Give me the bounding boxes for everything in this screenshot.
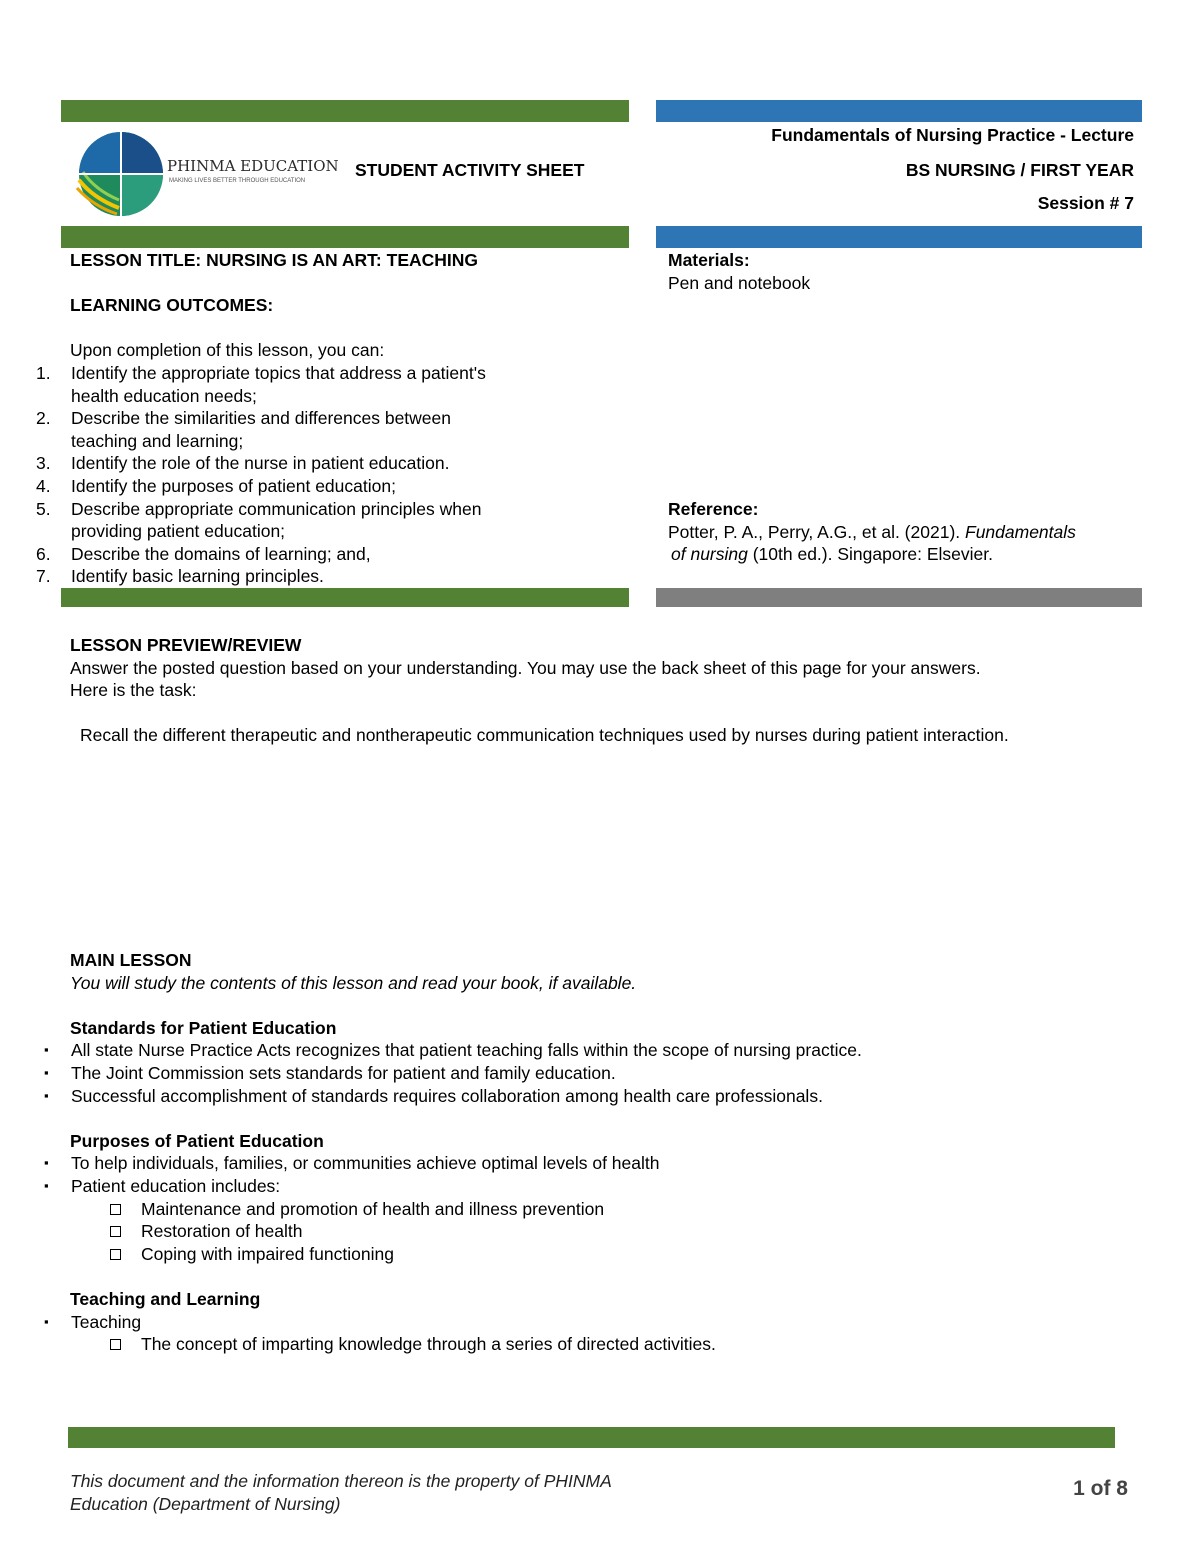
outcome-text: Describe the domains of learning; and, <box>71 543 371 564</box>
header-mid-bar-left <box>61 226 629 248</box>
reference-book-title-cont: of nursing <box>671 544 748 565</box>
reference-publisher: (10th ed.). Singapore: Elsevier. <box>747 544 993 565</box>
preview-instruction: Answer the posted question based on your understanding. You may use the back sheet of this page for your answers. <box>70 657 981 678</box>
list-item <box>0 1062 1160 1085</box>
list-item-text: Successful accomplishment of standards requires collaboration among health care professionals. <box>71 1085 823 1106</box>
list-item-text: All state Nurse Practice Acts recognizes that patient teaching falls within the scope of nursing practice. <box>71 1040 862 1061</box>
outcome-text: teaching and learning; <box>71 430 244 451</box>
logo-brand: PHINMA EDUCATION <box>167 157 339 175</box>
bullet-icon: ▪ <box>44 1087 49 1103</box>
materials-section <box>668 249 1138 294</box>
purposes-heading: Purposes of Patient Education <box>70 1130 324 1151</box>
logo-tagline: MAKING LIVES BETTER THROUGH EDUCATION <box>169 178 306 184</box>
outcome-text: Identify basic learning principles. <box>71 566 324 587</box>
footer-notice-line-2: Education (Department of Nursing) <box>70 1493 341 1514</box>
square-bullet-icon <box>110 1226 121 1237</box>
lesson-preview <box>70 634 1160 747</box>
outcome-item <box>0 565 630 588</box>
preview-task: Recall the different therapeutic and nontherapeutic communication techniques used by nurses during patient interaction. <box>80 725 1009 746</box>
outcome-number: 3. <box>36 453 51 474</box>
sub-list-item-text: Restoration of health <box>141 1221 303 1242</box>
sub-list-item <box>0 1243 1160 1266</box>
outcome-text: Identify the appropriate topics that address a patient's <box>71 362 486 383</box>
section-bottom-bar-right <box>656 588 1142 607</box>
reference-section <box>668 498 1142 566</box>
purposes-sub-list <box>0 1198 1160 1266</box>
sheet-title: STUDENT ACTIVITY SHEET <box>355 160 585 180</box>
bullet-icon: ▪ <box>44 1042 49 1058</box>
standards-heading: Standards for Patient Education <box>70 1017 337 1038</box>
materials-heading: Materials: <box>668 250 750 270</box>
bullet-icon: ▪ <box>44 1177 49 1193</box>
outcome-item <box>0 452 630 475</box>
outcome-text: providing patient education; <box>71 521 286 542</box>
main-lesson-subtitle: You will study the contents of this lesson and read your book, if available. <box>70 972 637 993</box>
standards-list <box>0 1039 1160 1107</box>
list-item <box>0 1152 1160 1175</box>
outcome-item <box>0 475 630 498</box>
lesson-info <box>36 249 630 588</box>
program-year: BS NURSING / FIRST YEAR <box>905 160 1134 180</box>
main-lesson-heading: MAIN LESSON <box>70 950 192 970</box>
outcome-number: 7. <box>36 566 51 587</box>
sub-list-item <box>0 1198 1160 1221</box>
list-item <box>0 1175 1160 1198</box>
outcome-number: 1. <box>36 362 51 383</box>
reference-line-2 <box>668 543 1142 566</box>
outcomes-intro: Upon completion of this lesson, you can: <box>70 340 385 361</box>
outcome-text: health education needs; <box>71 385 257 406</box>
outcome-text: Identify the role of the nurse in patient education. <box>71 453 450 474</box>
phinma-logo-emblem <box>73 128 165 220</box>
outcome-text: Describe appropriate communication principles when <box>71 498 482 519</box>
outcome-number: 6. <box>36 543 51 564</box>
lesson-title: LESSON TITLE: NURSING IS AN ART: TEACHING <box>70 250 479 270</box>
learning-outcomes-list <box>0 362 630 588</box>
session-number: Session # 7 <box>1037 193 1134 213</box>
square-bullet-icon <box>110 1204 121 1215</box>
outcome-number: 4. <box>36 475 51 496</box>
outcome-item <box>0 407 630 452</box>
reference-line-1 <box>668 521 1142 544</box>
list-item <box>0 1311 1160 1334</box>
sub-list-item-text: Maintenance and promotion of health and illness prevention <box>141 1198 605 1219</box>
main-lesson <box>44 949 1160 1356</box>
outcome-text: Describe the similarities and differences between <box>71 408 452 429</box>
teaching-heading: Teaching and Learning <box>70 1288 261 1309</box>
preview-heading: LESSON PREVIEW/REVIEW <box>70 635 302 655</box>
outcome-item <box>0 498 630 543</box>
course-title: Fundamentals of Nursing Practice - Lecture <box>771 125 1134 145</box>
header-top-bar-left <box>61 100 629 122</box>
list-item-text: Patient education includes: <box>71 1175 281 1196</box>
bullet-icon: ▪ <box>44 1313 49 1329</box>
footer-notice-line-1: This document and the information thereon is the property of PHINMA <box>70 1471 612 1491</box>
header-top-bar-right <box>656 100 1142 122</box>
list-item <box>0 1085 1160 1108</box>
footer-notice <box>70 1470 770 1515</box>
phinma-logo <box>73 128 339 220</box>
bullet-icon: ▪ <box>44 1155 49 1171</box>
list-item-text: To help individuals, families, or communities achieve optimal levels of health <box>71 1153 660 1174</box>
teaching-list <box>0 1311 1160 1334</box>
header-mid-bar-right <box>656 226 1142 248</box>
page-number: 1 of 8 <box>1073 1477 1128 1500</box>
purposes-list <box>0 1152 1160 1197</box>
list-item <box>0 1039 1160 1062</box>
square-bullet-icon <box>110 1249 121 1260</box>
sub-list-item-text: The concept of imparting knowledge through a series of directed activities. <box>141 1334 716 1355</box>
reference-citation: Potter, P. A., Perry, A.G., et al. (2021). <box>668 521 965 542</box>
preview-task-intro: Here is the task: <box>70 680 197 701</box>
outcome-item <box>0 362 630 407</box>
footer-bar <box>68 1427 1115 1448</box>
sub-list-item <box>0 1220 1160 1243</box>
outcome-number: 5. <box>36 498 51 519</box>
materials-text: Pen and notebook <box>668 272 811 293</box>
sub-list-item <box>0 1333 1160 1356</box>
outcome-text: Identify the purposes of patient education; <box>71 475 396 496</box>
outcome-item <box>0 543 630 566</box>
bullet-icon: ▪ <box>44 1064 49 1080</box>
square-bullet-icon <box>110 1339 121 1350</box>
list-item-text: The Joint Commission sets standards for patient and family education. <box>71 1062 616 1083</box>
outcome-number: 2. <box>36 408 51 429</box>
sub-list-item-text: Coping with impaired functioning <box>141 1243 394 1264</box>
section-bottom-bar-left <box>61 588 629 607</box>
reference-heading: Reference: <box>668 499 759 519</box>
teaching-sub-list <box>0 1333 1160 1356</box>
list-item-text: Teaching <box>71 1311 142 1332</box>
learning-outcomes-heading: LEARNING OUTCOMES: <box>70 295 274 316</box>
reference-book-title: Fundamentals <box>965 521 1076 542</box>
